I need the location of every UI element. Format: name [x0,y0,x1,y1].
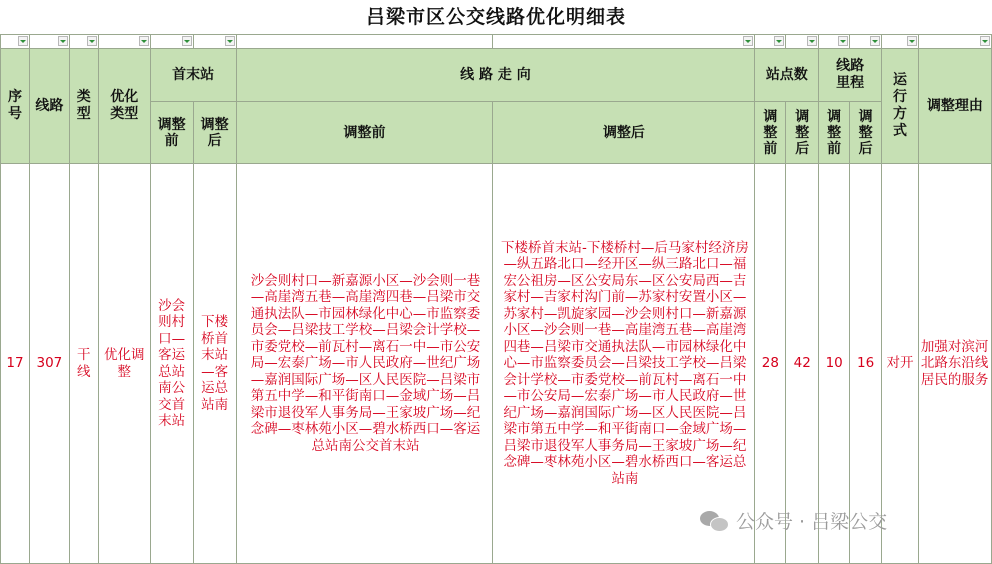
cell-type[interactable]: 干线 [69,164,98,564]
cell-route-after[interactable]: 下楼桥首末站-下楼桥村—后马家村经济房—纵五路北口—经开区—纵三路北口—福宏公祖房—区公安局东—区公安局西—吉家村—吉家村沟门前—苏家村安置小区—苏家村—凯旋家园—沙会则村口—新嘉源小区—沙会则一巷—高崖湾五巷—高崖湾四巷—吕梁市交通执法队—市园林绿化中心—市监察委员会—吕梁技工学校—吕梁会计学校—市委党校—前瓦村—离石一中—市公安局—宏泰广场—市人民政府—世纪广场—嘉润国际广场—区人民医院—吕梁市第五中学—和平街南口—金域广场—吕梁市退役军人事务局—王家坡广场—纪念碑—枣林苑小区—碧水桥西口—客运总站南 [493,164,755,564]
filter-cell [493,35,755,49]
filter-dropdown-button[interactable] [182,36,192,46]
filter-dropdown-button[interactable] [225,36,235,46]
filter-cell [819,35,850,49]
header-km-after[interactable]: 调整后 [850,102,882,164]
filter-row [1,35,992,49]
header-stops-after[interactable]: 调整后 [786,102,819,164]
header-route[interactable]: 线 路 走 向 [236,49,755,102]
filter-cell [918,35,991,49]
route-table [0,34,992,564]
filter-dropdown-button[interactable] [139,36,149,46]
table-row [1,164,992,564]
header-stops-before[interactable]: 调整前 [755,102,786,164]
cell-stops-after[interactable]: 42 [786,164,819,564]
filter-dropdown-button[interactable] [870,36,880,46]
watermark [700,505,887,535]
filter-cell [150,35,193,49]
cell-reason[interactable]: 加强对滨河北路东沿线居民的服务 [918,164,991,564]
cell-route-before[interactable]: 沙会则村口—新嘉源小区—沙会则一巷—高崖湾五巷—高崖湾四巷—吕梁市交通执法队—市园林绿化中心—市监察委员会—吕梁技工学校—吕梁会计学校—市委党校—前瓦村—离石一中—市公安局—宏泰广场—市人民政府—世纪广场—嘉润国际广场—区人民医院—吕梁市第五中学—和平街南口—金域广场—吕梁市退役军人事务局—王家坡广场—纪念碑—枣林苑小区—碧水桥西口—客运总站南公交首末站 [236,164,493,564]
filter-dropdown-button[interactable] [807,36,817,46]
filter-dropdown-button[interactable] [18,36,28,46]
header-row-1 [1,49,992,102]
cell-stops-before[interactable]: 28 [755,164,786,564]
cell-km-before[interactable]: 10 [819,164,850,564]
cell-opt-type[interactable]: 优化调整 [98,164,150,564]
filter-cell [236,35,493,49]
header-line[interactable]: 线路 [29,49,69,164]
filter-dropdown-button[interactable] [58,36,68,46]
header-type[interactable]: 类型 [69,49,98,164]
header-reason[interactable]: 调整理由 [918,49,991,164]
filter-dropdown-button[interactable] [774,36,784,46]
filter-cell [98,35,150,49]
header-terminal-after[interactable]: 调整后 [193,102,236,164]
filter-dropdown-button[interactable] [907,36,917,46]
cell-seq[interactable]: 17 [1,164,30,564]
sheet-title: 吕梁市区公交线路优化明细表 [365,6,626,28]
filter-dropdown-button[interactable] [838,36,848,46]
filter-dropdown-button[interactable] [980,36,990,46]
header-route-before[interactable]: 调整前 [236,102,493,164]
filter-cell [882,35,919,49]
cell-terminal-after[interactable]: 下楼桥首末站—客运总站南 [193,164,236,564]
filter-dropdown-button[interactable] [743,36,753,46]
filter-cell [850,35,882,49]
cell-run-mode[interactable]: 对开 [882,164,919,564]
header-opt-type[interactable]: 优化类型 [98,49,150,164]
header-seq[interactable]: 序号 [1,49,30,164]
header-stops[interactable]: 站点数 [755,49,819,102]
header-route-after[interactable]: 调整后 [493,102,755,164]
filter-cell [1,35,30,49]
filter-cell [29,35,69,49]
cell-terminal-before[interactable]: 沙会则村口—客运总站南公交首末站 [150,164,193,564]
cell-km-after[interactable]: 16 [850,164,882,564]
header-terminal-before[interactable]: 调整前 [150,102,193,164]
header-run-mode[interactable]: 运行方式 [882,49,919,164]
filter-dropdown-button[interactable] [87,36,97,46]
filter-cell [786,35,819,49]
watermark-text: 公众号 · 吕梁公交 [736,510,888,533]
header-mileage[interactable]: 线路里程 [819,49,882,102]
header-km-before[interactable]: 调整前 [819,102,850,164]
filter-cell [193,35,236,49]
wechat-icon [700,509,728,531]
filter-cell [755,35,786,49]
header-terminal[interactable]: 首末站 [150,49,236,102]
cell-line[interactable]: 307 [29,164,69,564]
filter-cell [69,35,98,49]
